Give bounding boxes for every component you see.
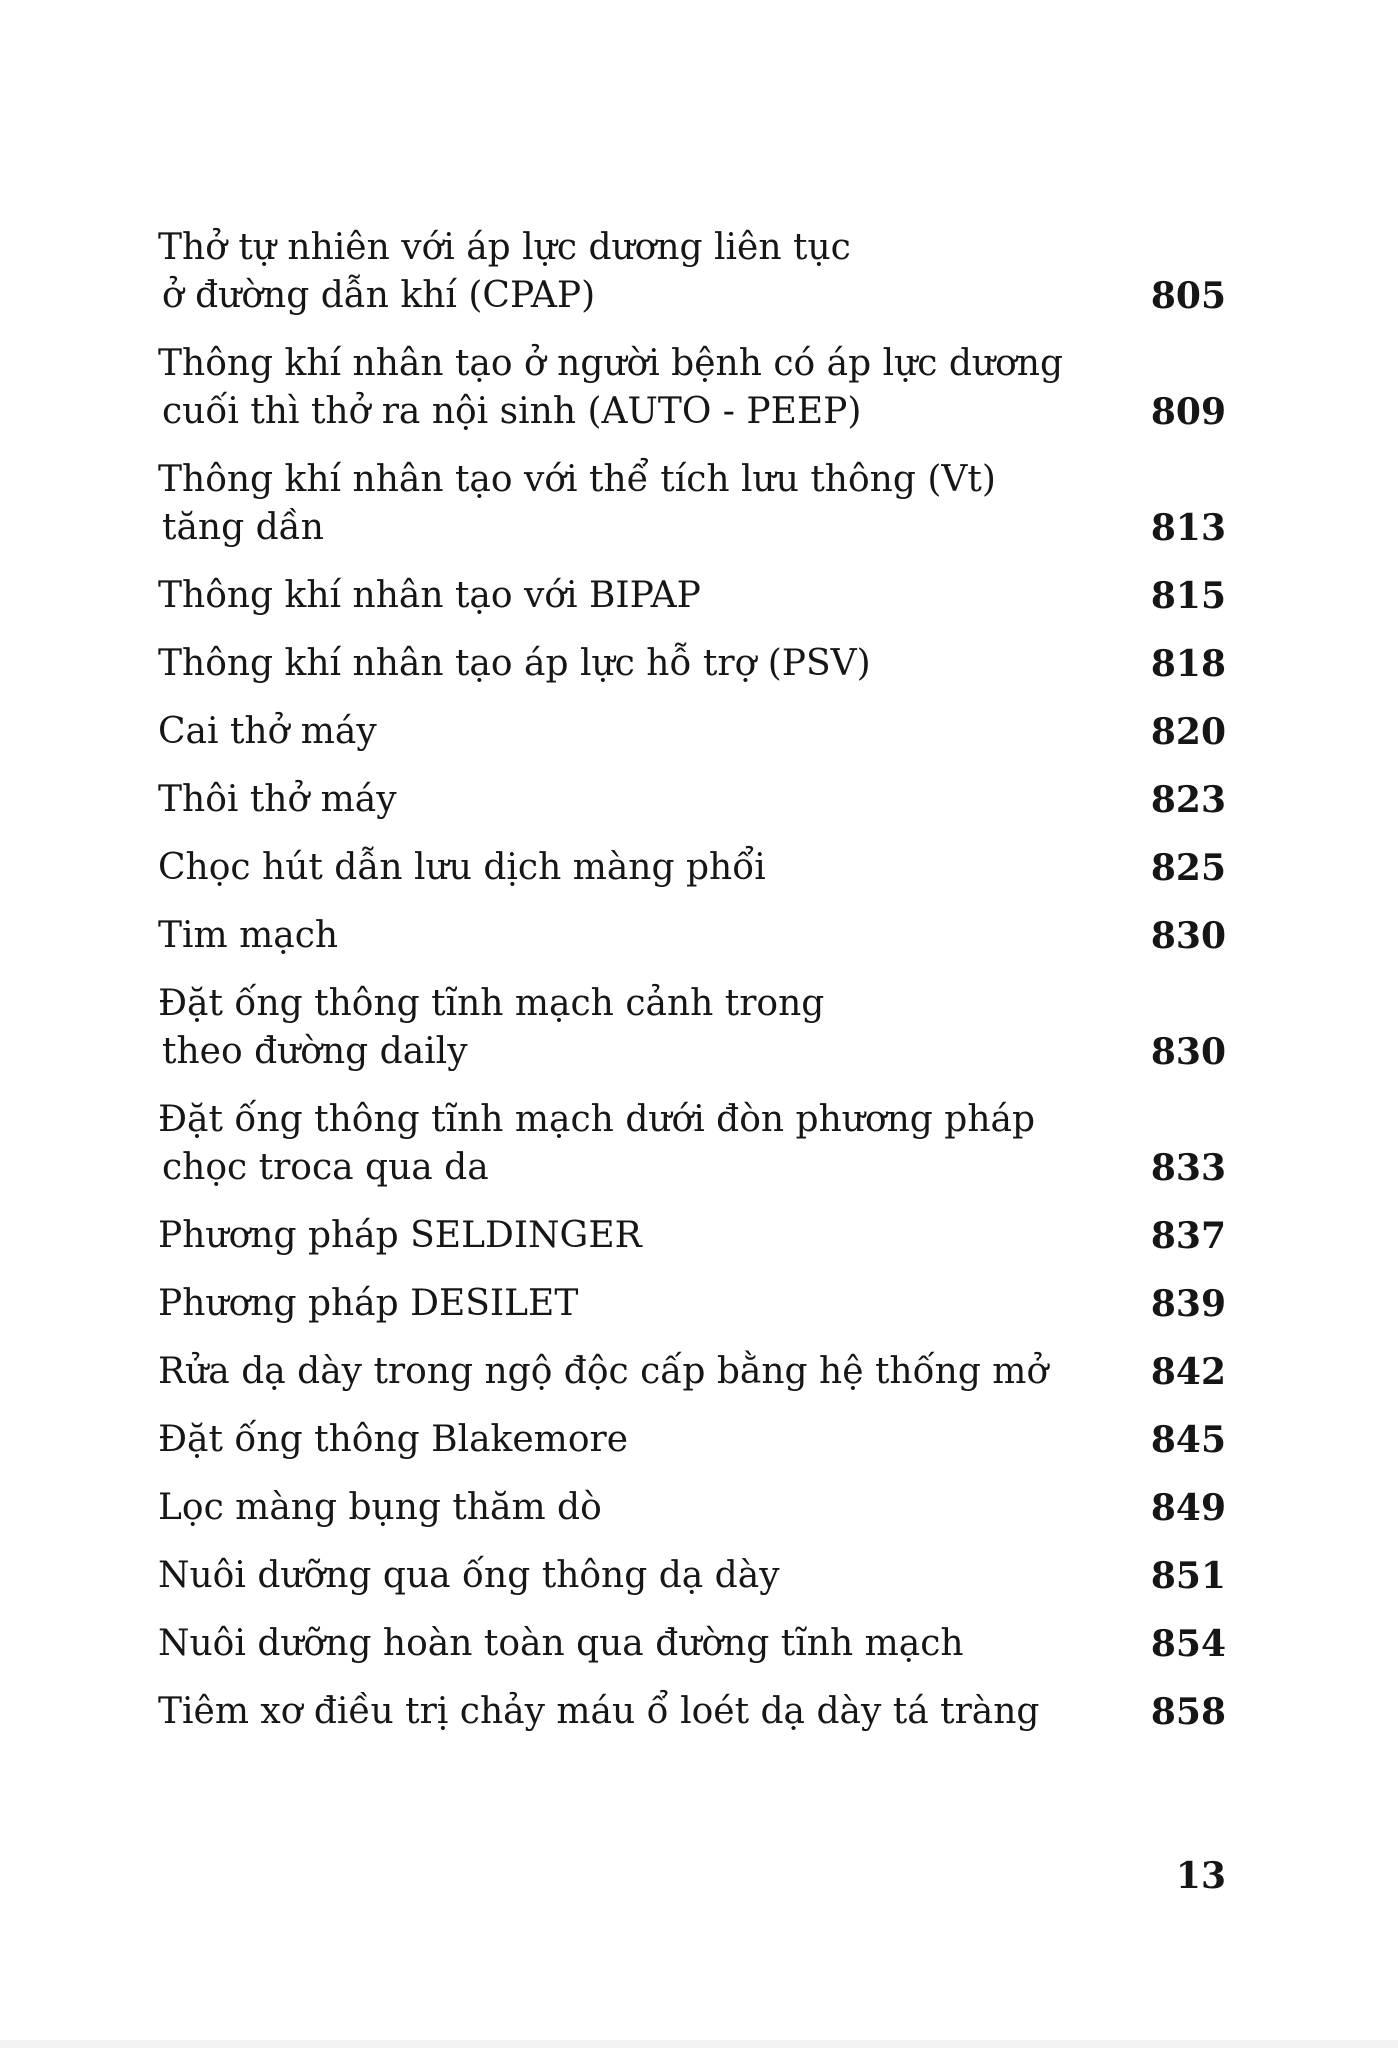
toc-entry-title: [158, 640, 1088, 688]
toc-entry-title-line: Phương pháp DESILET: [158, 1283, 579, 1324]
toc-entry: [158, 844, 1226, 892]
toc-entry-title-continuation: tăng dần: [162, 507, 324, 548]
page-bottom-edge: [0, 2040, 1398, 2048]
toc-entry-title: [158, 1688, 1088, 1736]
table-of-contents: [158, 224, 1226, 1756]
toc-entry-page-number: 830: [1150, 915, 1226, 957]
toc-entry-page-number: 825: [1150, 847, 1226, 889]
toc-entry-page-number: 839: [1150, 1283, 1226, 1325]
toc-entry: [158, 708, 1226, 756]
toc-entry: [158, 456, 1226, 552]
toc-entry-title-line: Tim mạch: [158, 915, 339, 956]
toc-entry-title: [158, 456, 1088, 552]
toc-entry-title-line: Chọc hút dẫn lưu dịch màng phổi: [158, 847, 766, 888]
toc-entry-page-number: 851: [1150, 1555, 1226, 1597]
toc-entry-title: [158, 1348, 1088, 1396]
toc-entry-title: [158, 1620, 1088, 1668]
toc-entry-title-line: Thông khí nhân tạo áp lực hỗ trợ (PSV): [158, 643, 871, 684]
toc-entry-page-number: 854: [1150, 1623, 1226, 1665]
toc-entry: [158, 640, 1226, 688]
toc-entry-title-line: Thông khí nhân tạo ở người bệnh có áp lực dương: [158, 343, 1064, 384]
toc-entry-page-number: 813: [1150, 507, 1226, 549]
toc-entry-title: [158, 980, 1088, 1076]
toc-entry-page-number: 833: [1150, 1147, 1226, 1189]
toc-entry-title-line: Đặt ống thông tĩnh mạch dưới đòn phương pháp: [158, 1099, 1036, 1140]
toc-entry-title: [158, 1552, 1088, 1600]
toc-entry-page-number: 809: [1150, 391, 1226, 433]
toc-entry-title-line: Rửa dạ dày trong ngộ độc cấp bằng hệ thống mở: [158, 1351, 1049, 1392]
toc-entry-title-line: Lọc màng bụng thăm dò: [158, 1487, 602, 1528]
toc-entry: [158, 1416, 1226, 1464]
toc-entry: [158, 1620, 1226, 1668]
toc-entry-title-line: Thông khí nhân tạo với BIPAP: [158, 575, 701, 616]
toc-entry: [158, 1280, 1226, 1328]
toc-entry-page-number: 805: [1150, 275, 1226, 317]
toc-entry: [158, 1096, 1226, 1192]
toc-entry: [158, 1348, 1226, 1396]
toc-entry: [158, 340, 1226, 436]
toc-entry-title-line: Thôi thở máy: [158, 779, 397, 820]
toc-entry-title: [158, 844, 1088, 892]
toc-entry-title-continuation: ở đường dẫn khí (CPAP): [162, 275, 596, 316]
toc-entry: [158, 1484, 1226, 1532]
toc-entry: [158, 224, 1226, 320]
toc-entry: [158, 1552, 1226, 1600]
toc-entry-page-number: 849: [1150, 1487, 1226, 1529]
toc-entry-title-line: Tiêm xơ điều trị chảy máu ổ loét dạ dày tá tràng: [158, 1691, 1040, 1732]
toc-entry-title-continuation: chọc troca qua da: [162, 1147, 489, 1188]
page-number: 13: [1175, 1855, 1226, 1897]
toc-entry-title-line: Nuôi dưỡng hoàn toàn qua đường tĩnh mạch: [158, 1623, 964, 1664]
toc-entry-title: [158, 1212, 1088, 1260]
toc-entry-page-number: 837: [1150, 1215, 1226, 1257]
toc-entry-title: [158, 1484, 1088, 1532]
toc-entry-title-line: Đặt ống thông Blakemore: [158, 1419, 629, 1460]
toc-entry-title-continuation: theo đường daily: [162, 1031, 468, 1072]
toc-entry-title-line: Nuôi dưỡng qua ống thông dạ dày: [158, 1555, 780, 1596]
toc-entry-title-continuation: cuối thì thở ra nội sinh (AUTO - PEEP): [162, 391, 862, 432]
toc-entry: [158, 776, 1226, 824]
toc-entry-page-number: 845: [1150, 1419, 1226, 1461]
toc-entry-page-number: 820: [1150, 711, 1226, 753]
toc-entry-page-number: 815: [1150, 575, 1226, 617]
toc-entry-page-number: 818: [1150, 643, 1226, 685]
toc-entry-page-number: 842: [1150, 1351, 1226, 1393]
toc-entry-title: [158, 1096, 1088, 1192]
toc-entry-title: [158, 224, 1088, 320]
toc-entry-page-number: 830: [1150, 1031, 1226, 1073]
toc-entry-title: [158, 1280, 1088, 1328]
toc-entry-title: [158, 912, 1088, 960]
toc-entry: [158, 572, 1226, 620]
toc-entry-title: [158, 340, 1088, 436]
toc-entry: [158, 980, 1226, 1076]
toc-entry-title: [158, 572, 1088, 620]
toc-entry-title-line: Thông khí nhân tạo với thể tích lưu thông (Vt): [158, 459, 996, 500]
toc-entry-title-line: Thở tự nhiên với áp lực dương liên tục: [158, 227, 851, 268]
toc-entry-title: [158, 1416, 1088, 1464]
toc-entry-page-number: 858: [1150, 1691, 1226, 1733]
toc-entry-page-number: 823: [1150, 779, 1226, 821]
toc-entry-title-line: Cai thở máy: [158, 711, 377, 752]
toc-entry-title-line: Đặt ống thông tĩnh mạch cảnh trong: [158, 983, 825, 1024]
toc-entry-title: [158, 776, 1088, 824]
toc-entry-title: [158, 708, 1088, 756]
toc-entry: [158, 1212, 1226, 1260]
toc-entry: [158, 912, 1226, 960]
toc-entry: [158, 1688, 1226, 1736]
toc-entry-title-line: Phương pháp SELDINGER: [158, 1215, 642, 1256]
